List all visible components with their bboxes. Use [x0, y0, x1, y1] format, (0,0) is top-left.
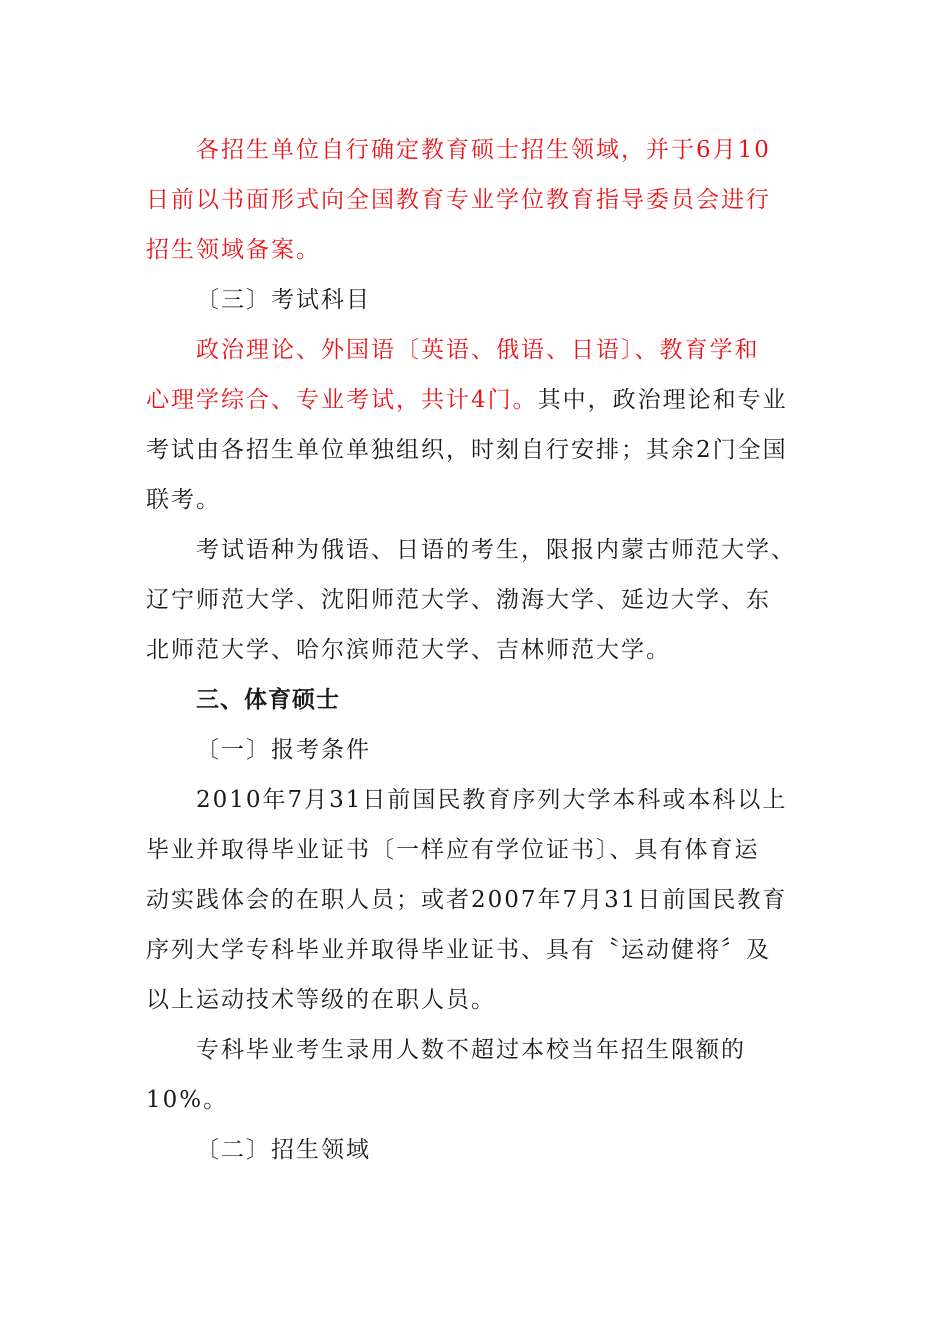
paragraph-line: 毕业并取得毕业证书〔一样应有学位证书〕、具有体育运: [146, 837, 760, 863]
paragraph-line: 序列大学专科毕业并取得毕业证书、具有〝运动健将〞及: [146, 937, 771, 963]
section-heading-exam-subjects: 〔三〕考试科目: [196, 287, 371, 313]
paragraph-line: 北师范大学、哈尔滨师范大学、吉林师范大学。: [146, 637, 671, 663]
paragraph-line: 辽宁师范大学、沈阳师范大学、渤海大学、延边大学、东: [146, 587, 771, 613]
paragraph-line: 日前以书面形式向全国教育专业学位教育指导委员会进行: [146, 187, 771, 213]
paragraph-line: 招生领域备案。: [146, 237, 321, 263]
paragraph-line: 考试语种为俄语、日语的考生，限报内蒙古师范大学、: [196, 537, 796, 563]
section-heading-enrollment-fields: 〔二〕招生领域: [196, 1137, 371, 1163]
section-heading-sports-master: 三、体育硕士: [196, 687, 340, 713]
paragraph-line: 动实践体会的在职人员；或者2007年7月31日前国民教育: [146, 887, 788, 913]
paragraph-line: 联考。: [146, 487, 221, 513]
paragraph-line: 政治理论、外国语〔英语、俄语、日语〕、教育学和: [196, 337, 760, 363]
section-heading-application-conditions: 〔一〕报考条件: [196, 737, 371, 763]
paragraph-line: 以上运动技术等级的在职人员。: [146, 987, 496, 1013]
normal-text: 其中，政治理论和专业: [537, 387, 788, 413]
paragraph-line: 考试由各招生单位单独组织，时刻自行安排；其余2门全国: [146, 437, 788, 463]
paragraph-line: 专科毕业考生录用人数不超过本校当年招生限额的: [196, 1037, 746, 1063]
paragraph-line: 10%。: [146, 1087, 229, 1113]
paragraph-line: [146, 383, 788, 417]
highlighted-text: 心理学综合、专业考试，共计4门。: [146, 387, 538, 413]
paragraph-line: 2010年7月31日前国民教育序列大学本科或本科以上: [196, 787, 788, 813]
paragraph-line: 各招生单位自行确定教育硕士招生领域，并于6月10: [196, 137, 771, 163]
